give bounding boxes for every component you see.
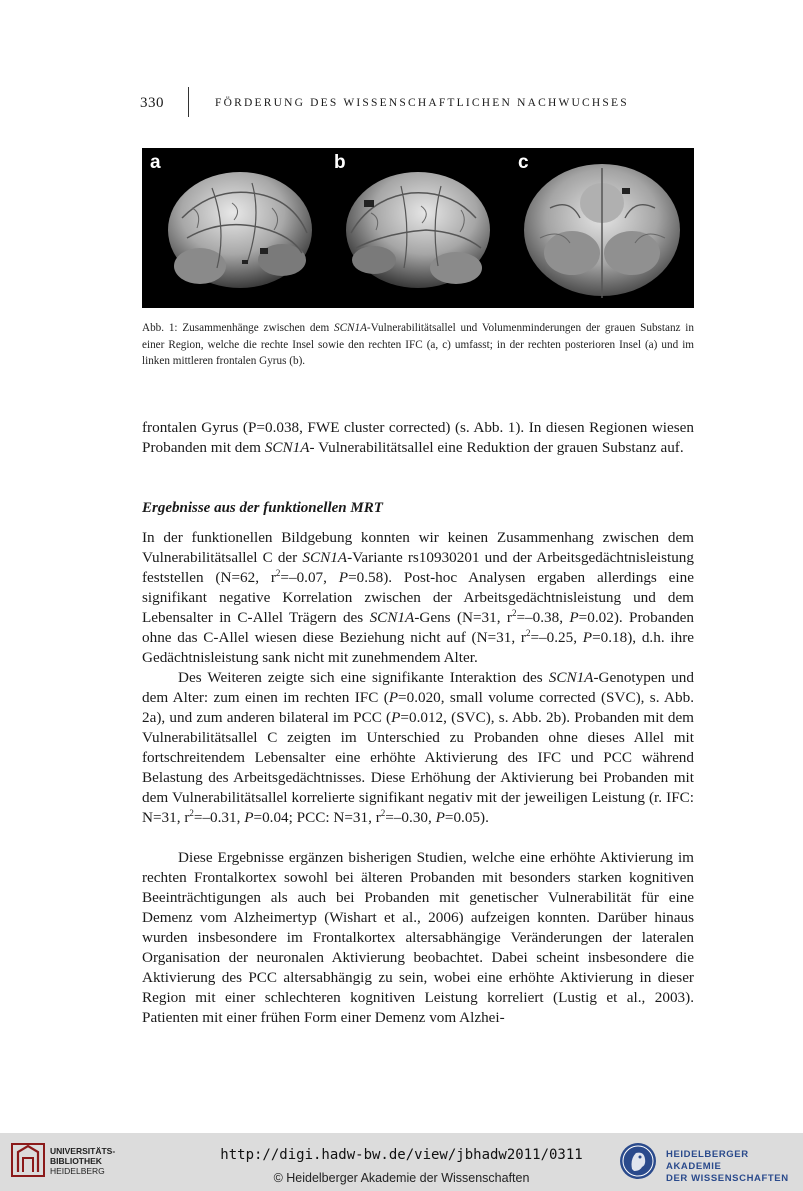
- text-run: =–0.31,: [193, 809, 245, 826]
- text-run: =0.04; PCC: N=31, r: [253, 809, 381, 826]
- panel-label-a: a: [150, 152, 161, 173]
- running-header: [140, 95, 700, 125]
- academy-seal-icon: [618, 1141, 658, 1181]
- paragraph: Diese Ergebnisse ergänzen bisherigen Studien, welche eine erhöhte Aktivierung im rechten Frontalkortex sowohl bei älteren Probanden mit besonders starken kognitiven Beeinträchtigungen als auch bei Probanden mit genetischer Vulnerabilität für eine Demenz vom Alzheimertyp (Wishart et al., 2006) aufzeigen konnten. Darüber hinaus wurden insbesondere im Frontalkortex altersabhängige Veränderungen der lateralen Organisation der neuronalen Aktivierung beobachtet. Dabei scheint insbesondere die Aktivierung des PCC altersabhängig zu sein, wobei eine erhöhte Aktivierung in dieser Region mit einer schlechteren kognitiven Leistung korreliert (Lustig et al., 2003). Patienten mit einer frühen Form einer Demenz vom Alzhei-: [142, 849, 694, 1026]
- p-symbol: P: [435, 809, 445, 826]
- text-run: =–0.38,: [516, 609, 570, 626]
- brain-lateral-right-image: [142, 148, 326, 308]
- academy-name: [666, 1149, 803, 1185]
- library-name-line: UNIVERSITÄTS-: [50, 1146, 116, 1156]
- p-symbol: P: [569, 609, 579, 626]
- figure-panel-c: [510, 148, 694, 308]
- text-run: =0.58). Post-hoc Analysen ergaben allerdings eine signifikant negative Korrelation zwischen der Arbeitsgedächtnisleistung und dem Lebensalter in C-Allel Trägern des: [142, 569, 694, 626]
- brain-lateral-left-image: [326, 148, 510, 308]
- text-run: -Variante rs10930201 und der Arbeitsgedächtnisleistung feststellen (N=62, r: [142, 549, 694, 586]
- paragraph: [142, 528, 694, 668]
- text-run: =0.02). Probanden ohne das C-Allel wiesen diese Beziehung nicht auf (N=31, r: [142, 609, 694, 646]
- footer-bar: [0, 1133, 803, 1191]
- p-symbol: P: [338, 569, 349, 586]
- panel-label-c: c: [518, 152, 529, 173]
- brain-ventral-image: [510, 148, 694, 308]
- superscript: 2: [511, 607, 517, 618]
- p-symbol: P: [391, 709, 401, 726]
- superscript: 2: [525, 627, 531, 638]
- library-name-line: HEIDELBERG: [50, 1166, 105, 1176]
- panel-label-b: b: [334, 152, 346, 173]
- header-divider: [188, 87, 189, 117]
- gene-name: SCN1A: [264, 439, 310, 456]
- text-run: =–0.25,: [530, 629, 583, 646]
- p-symbol: P: [388, 689, 399, 706]
- paragraph: [142, 418, 694, 458]
- section-heading: Ergebnisse aus der funktionellen MRT: [142, 500, 383, 516]
- figure-panel-b: [326, 148, 510, 308]
- caption-text: Abb. 1: Zusammenhänge zwischen dem: [142, 322, 334, 334]
- text-run: -Gens (N=31, r: [414, 609, 512, 626]
- library-name-line: BIBLIOTHEK: [50, 1156, 102, 1166]
- text-run: frontalen Gyrus (P=0.038, FWE cluster corrected) (s. Abb. 1). In diesen Regionen wiesen Probanden mit dem: [142, 419, 694, 456]
- brain-figure: [142, 148, 694, 308]
- gene-name: SCN1A: [369, 609, 415, 626]
- superscript: 2: [380, 807, 386, 818]
- page-number: 330: [140, 95, 164, 111]
- academy-name-line: DER WISSENSCHAFTEN: [666, 1173, 789, 1184]
- text-run: -Genotypen und dem Alter: zum einen im rechten IFC (: [142, 669, 694, 706]
- figure-caption: [142, 320, 694, 370]
- gene-name: SCN1A: [548, 669, 594, 686]
- copyright-notice: © Heidelberger Akademie der Wissenschaften: [273, 1171, 530, 1185]
- superscript: 2: [189, 807, 194, 818]
- text-run: =0.020, small volume corrected (SVC), s. Abb. 2a), und zum anderen bilateral im PCC (: [142, 689, 694, 726]
- text-run: =0.18), d.h. ihre Gedächtnisleistung sank nicht mit zunehmendem Alter.: [142, 629, 694, 666]
- figure-panel-a: [142, 148, 326, 308]
- text-run: =–0.07,: [280, 569, 339, 586]
- caption-text: -Vulnerabilitätsallel und Volumenminderungen der grauen Substanz in einer Region, welche die rechte Insel sowie den rechten IFC (a, c) umfasst; in der rechten posterioren Insel (a) und im linken mittleren frontalen Gyrus (b).: [142, 322, 695, 368]
- running-title: FÖRDERUNG DES WISSENSCHAFTLICHEN NACHWUCHSES: [215, 97, 629, 109]
- text-run: Des Weiteren zeigte sich eine signifikante Interaktion des: [178, 669, 549, 686]
- superscript: 2: [275, 567, 281, 578]
- source-url-link[interactable]: http://digi.hadw-bw.de/view/jbhadw2011/0311: [220, 1147, 583, 1163]
- caption-gene: SCN1A: [333, 322, 367, 334]
- text-run: =0.05).: [444, 809, 489, 826]
- text-run: =–0.30,: [385, 809, 436, 826]
- text-run: - Vulnerabilitätsallel eine Reduktion der grauen Substanz auf.: [309, 439, 684, 456]
- academy-name-line: HEIDELBERGER AKADEMIE: [666, 1149, 749, 1172]
- p-symbol: P: [244, 809, 254, 826]
- paragraph: [142, 668, 694, 828]
- p-symbol: P: [582, 629, 593, 646]
- gene-name: SCN1A: [302, 549, 348, 566]
- text-run: =0.012, (SVC), s. Abb. 2b). Probanden mit dem Vulnerabilitätsallel C zeigten im Unterschied zu Probanden ohne dieses Allel mit fortschreitendem Lebensalter eine erhöhte Aktivierung des IFC und PCC während Belastung des Arbeitsgedächtnisses. Diese Erhöhung der Aktivierung bei Probanden mit dem Vulnerabilitätsallel korrelierte signifikant negativ mit der jeweiligen Leistung (r. IFC: N=31, r: [142, 709, 694, 826]
- text-run: In der funktionellen Bildgebung konnten wir keinen Zusammenhang zwischen dem Vulnerabilitätsallel C der: [142, 529, 694, 566]
